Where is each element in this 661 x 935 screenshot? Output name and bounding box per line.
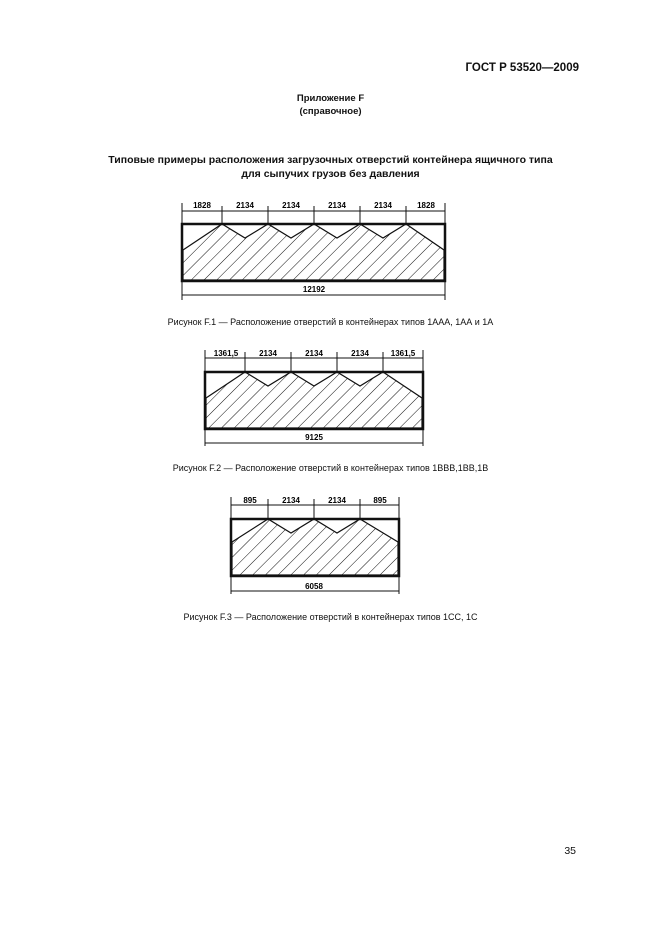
- figure-2-segment-2: 2134: [259, 349, 277, 358]
- figure-1-segment-2: 2134: [236, 201, 254, 210]
- figure-1-caption: Рисунок F.1 — Расположение отверстий в контейнерах типов 1ААА, 1АА и 1А: [167, 317, 494, 327]
- section-title-line-2: для сыпучих грузов без давления: [241, 168, 420, 180]
- figure-3-total: 6058: [305, 582, 323, 591]
- figure-2-segment-1: 1361,5: [213, 349, 239, 358]
- appendix-title: Приложение F: [296, 93, 365, 104]
- figure-2-total: 9125: [305, 433, 323, 442]
- figure-1-segment-5: 2134: [374, 201, 392, 210]
- figure-1-drawing: [182, 201, 445, 300]
- figure-2-segment-5: 1361,5: [390, 349, 416, 358]
- section-title-line-1: Типовые примеры расположения загрузочных отверстий контейнера ящичного типа: [108, 154, 553, 166]
- figure-1-segment-3: 2134: [282, 201, 300, 210]
- figure-3-caption: Рисунок F.3 — Расположение отверстий в контейнерах типов 1CC, 1C: [183, 612, 478, 622]
- standard-number: ГОСТ Р 53520—2009: [465, 62, 579, 74]
- figure-1-total: 12192: [302, 285, 326, 294]
- figure-3-drawing: [231, 496, 399, 594]
- figure-3-segment-2: 2134: [282, 496, 300, 505]
- figure-1-segment-1: 1828: [193, 201, 211, 210]
- figure-2-segment-3: 2134: [305, 349, 323, 358]
- figure-1-segment-4: 2134: [328, 201, 346, 210]
- appendix-note: (справочное): [299, 106, 362, 117]
- figure-2-caption: Рисунок F.2 — Расположение отверстий в контейнерах типов 1BBB,1BB,1B: [172, 463, 489, 473]
- figure-1-segment-6: 1828: [417, 201, 435, 210]
- figure-2-segment-4: 2134: [351, 349, 369, 358]
- page-number: 35: [564, 845, 576, 857]
- figure-3-segment-4: 895: [373, 496, 387, 505]
- figure-2-drawing: [205, 349, 423, 446]
- figure-3-segment-1: 895: [243, 496, 257, 505]
- figure-3-segment-3: 2134: [328, 496, 346, 505]
